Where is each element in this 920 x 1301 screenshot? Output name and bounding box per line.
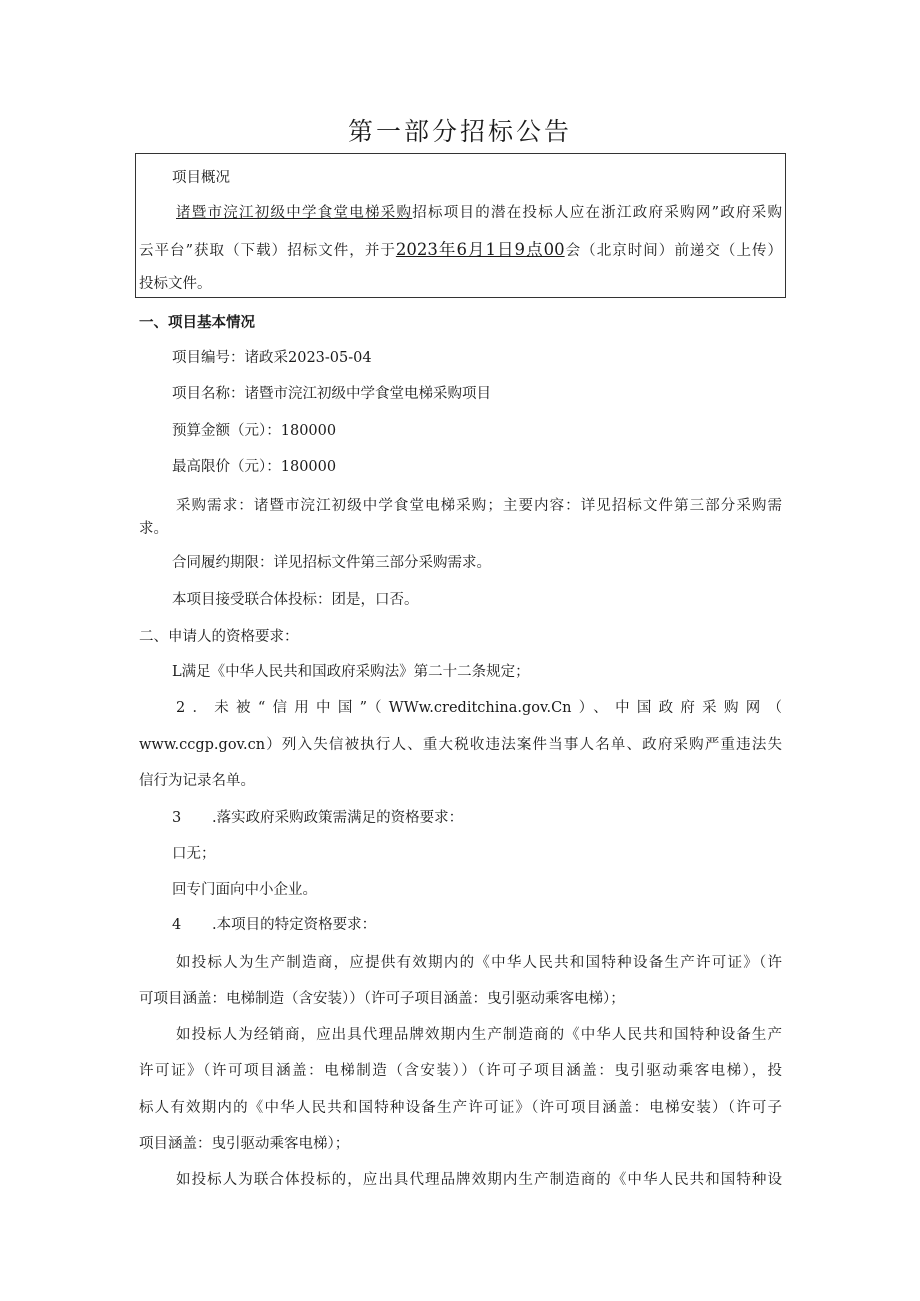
requirement-3-option-none: 口无； — [172, 846, 216, 862]
project-name-underlined: 诸暨市浣江初级中学食堂电梯采购 — [176, 205, 413, 221]
distributor-req-line-1: 如投标人为经销商，应出具代理品牌效期内生产制造商的《中华人民共和国特种设备生产 — [176, 1027, 782, 1043]
requirement-4-number: 4 — [172, 917, 182, 933]
distributor-req-line-3: 标人有效期内的《中华人民共和国特种设备生产许可证》（许可项目涵盖：电梯安装）（许可子 — [139, 1100, 782, 1116]
overview-line-2-post: 会（北京时间）前递交（上传） — [564, 243, 783, 259]
requirement-2-line-3: 信行为记录名单。 — [139, 773, 255, 789]
requirement-3-number: 3 — [172, 810, 182, 826]
overview-line-3: 投标文件。 — [139, 276, 212, 292]
requirement-3-text: .落实政府采购政策需满足的资格要求： — [212, 810, 464, 826]
requirement-2-line-2: www.ccgp.gov.cn）列入失信被执行人、重大税收违法案件当事人名单、政府采购严重违法失 — [139, 737, 782, 753]
project-name: 项目名称：诸暨市浣江初级中学食堂电梯采购项目 — [172, 386, 491, 402]
requirement-2-line-1: 2．未被“信用中国”（WWw.creditchina.gov.Cn）、中国政府采购网（ — [176, 700, 782, 716]
contract-period: 合同履约期限：详见招标文件第三部分采购需求。 — [172, 555, 491, 571]
demand-line-2: 求。 — [139, 521, 168, 537]
distributor-req-line-2: 许可证》（许可项目涵盖：电梯制造（含安装））（许可子项目涵盖：曳引驱动乘客电梯），投 — [139, 1063, 782, 1079]
overview-line-2 — [139, 240, 782, 261]
overview-line-1 — [176, 203, 782, 223]
project-number: 项目编号：诸政采2023-05-04 — [172, 350, 372, 366]
consortium-statement: 本项目接受联合体投标：团是，口否。 — [172, 592, 419, 608]
section2-heading: 二、申请人的资格要求： — [139, 629, 299, 645]
section1-heading: 一、项目基本情况 — [139, 314, 255, 331]
distributor-req-line-4: 项目涵盖：曳引驱动乘客电梯）； — [139, 1136, 350, 1152]
requirement-4-text: .本项目的特定资格要求： — [212, 917, 377, 933]
requirement-3-option-sme: 回专门面向中小企业。 — [172, 882, 317, 898]
manufacturer-req-line-1: 如投标人为生产制造商，应提供有效期内的《中华人民共和国特种设备生产许可证》（许 — [176, 955, 782, 971]
requirement-1: L满足《中华人民共和国政府采购法》第二十二条规定； — [172, 664, 530, 680]
overview-heading: 项目概况 — [172, 170, 230, 186]
max-price: 最高限价（元）：180000 — [172, 459, 337, 475]
overview-line-2-pre: 云平台”获取（下载）招标文件，并于 — [139, 243, 396, 259]
budget-amount: 预算金额（元）：180000 — [172, 423, 337, 439]
page-title: 第一部分招标公告 — [347, 117, 572, 146]
project-overview-box — [135, 153, 786, 298]
demand-line-1: 采购需求：诸暨市浣江初级中学食堂电梯采购；主要内容：详见招标文件第三部分采购需 — [176, 498, 782, 514]
overview-line-1-rest: 招标项目的潜在投标人应在浙江政府采购网”政府采购 — [412, 205, 782, 221]
deadline-underlined: 2023年6月1日9点00 — [395, 240, 565, 259]
consortium-req-line-1: 如投标人为联合体投标的，应出具代理品牌效期内生产制造商的《中华人民共和国特种设 — [176, 1172, 782, 1188]
manufacturer-req-line-2: 可项目涵盖：电梯制造（含安装））（许可子项目涵盖：曳引驱动乘客电梯）； — [139, 991, 625, 1007]
